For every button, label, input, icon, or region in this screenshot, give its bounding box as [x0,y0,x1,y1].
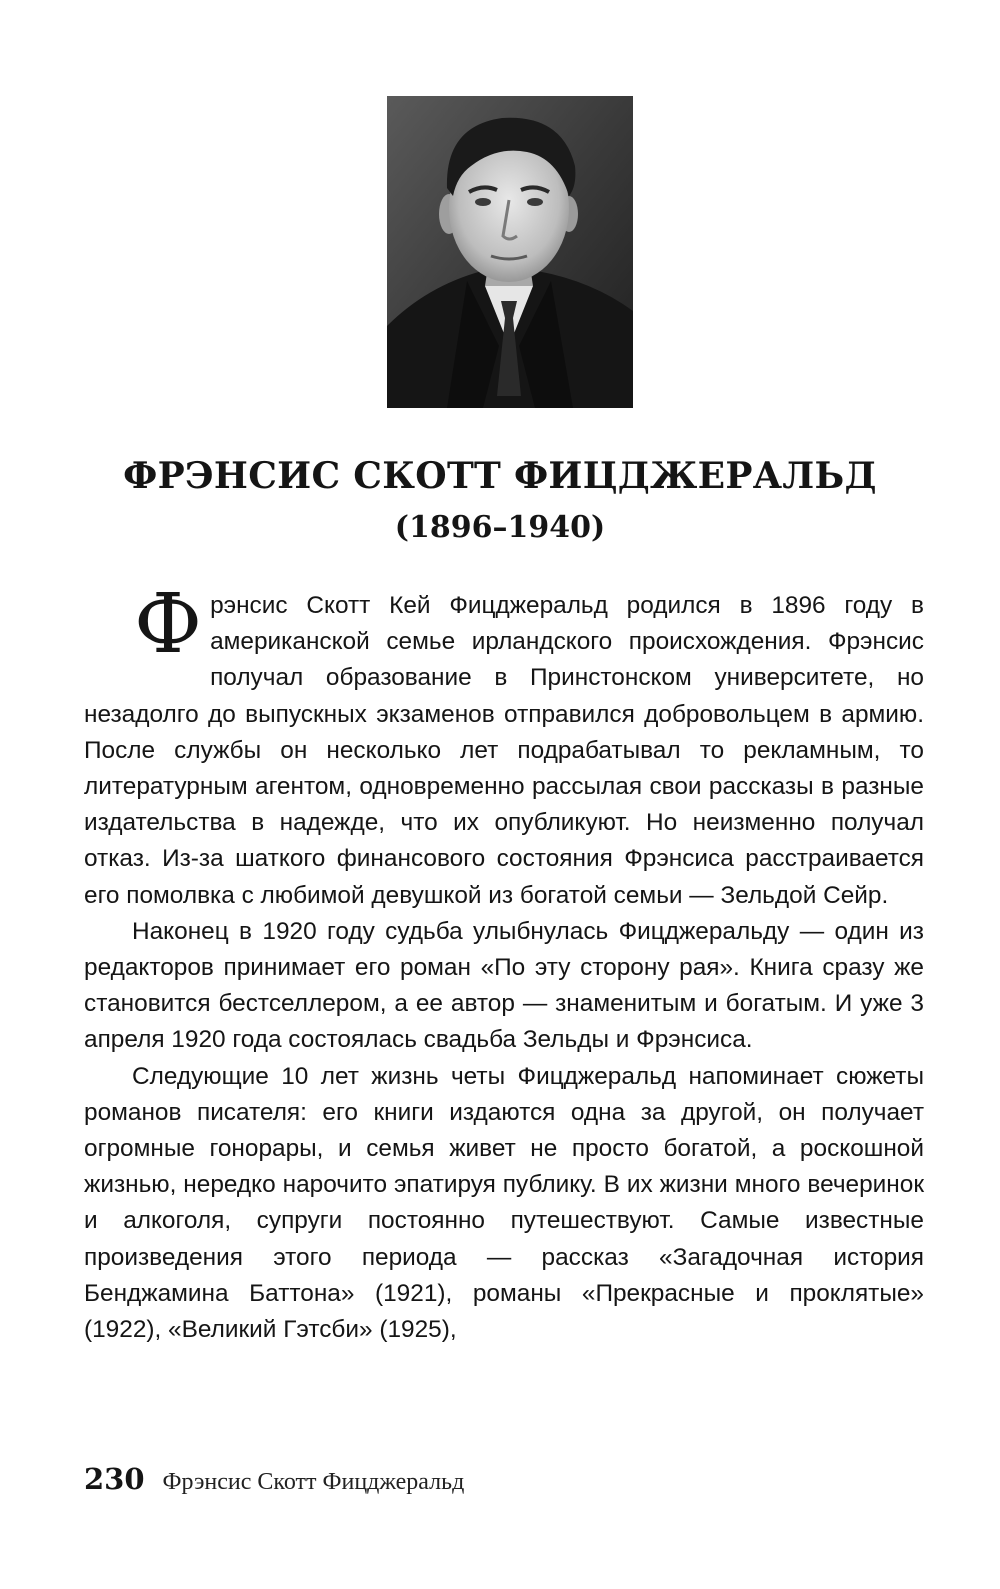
drop-cap: Ф [134,577,203,672]
paragraph-3: Следующие 10 лет жизнь четы Фицджеральд напоминает сюжеты романов писателя: его книги издаются одна за другой, он получает огромные гонорары, и семья живет не просто богатой, а роскошной жизнью, нередко нарочито эпатируя публику. В их жизни много вечеринок и алкоголя, супруги постоянно путешествуют. Самые известные произведения этого периода — рассказ «Загадочная история Бенджамина Баттона» (1921), романы «Прекрасные и проклятые» (1922), «Великий Гэтсби» (1925), [84,1062,924,1344]
paragraph-1 [84,577,924,914]
portrait-photo-icon [387,96,633,408]
page-footer [84,1462,464,1506]
life-years: (1896–1940) [394,510,606,545]
page-number: 230 [84,1462,145,1496]
page-title: ФРЭНСИС СКОТТ ФИЦДЖЕРАЛЬД [123,455,877,497]
paragraph-1-text: рэнсис Скотт Кей Фицджеральд родился в 1896 году в американской семье ирландского происхождения. Фрэнсис получал образование в Принстонском университете, но незадолго до выпускных экзаменов отправился добровольцем в армию. После службы он несколько лет подрабатывал то рекламным, то литературным агентом, одновременно рассылая свои рассказы в разные издательства в надежде, что их опубликуют. Но неизменно получал отказ. Из-за шаткого финансового состояния Фрэнсиса расстраивается его помолвка с любимой девушкой из богатой семьи — Зельдой Сейр. [84,592,924,909]
portrait-photo [387,96,633,408]
article-body [84,577,924,1348]
paragraph-2: Наконец в 1920 году судьба улыбнулась Фицджеральду — один из редакторов принимает его роман «По эту сторону рая». Книга сразу же становится бестселлером, а ее автор — знаменитым и богатым. И уже 3 апреля 1920 года состоялась свадьба Зельды и Фрэнсиса. [84,917,924,1054]
running-head: Фрэнсис Скотт Фицджеральд [162,1469,465,1495]
